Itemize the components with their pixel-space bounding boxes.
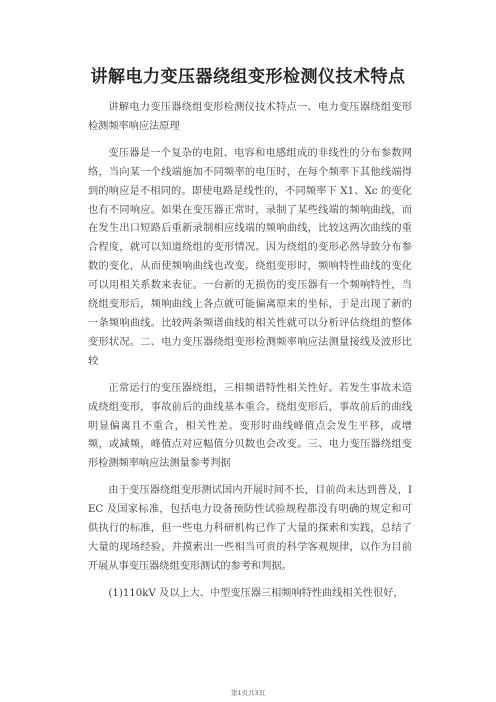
paragraph-principle: 变压器是一个复杂的电阻、电容和电感组成的非线性的分布参数网络，当向某一个线端施加不同频率的电压时，在每个频率下其他线端得到的响应是不相同的。即使电路是线性的，不同频率下 X1、Xc 的变化也有不同响应。如果在变压器正常时，录制了某些线端的频响曲线，而在发生出口短路后重新录制相应线端的频响曲线，比较这两次曲线的重合程度，就可以知道绕组的变形情况。因为绕组的变形必然导致分布参数的变化，从而使频响曲线也改变。绕组变形时，频响特性曲线的变化可以用相关系数来表征。一台新的无损伤的变压器有一个频响特性，当绕组变形后，频响曲线上各点就可能偏离原来的坐标，于是出现了新的一条频响曲线。比较两条频谱曲线的相关性就可以分析评估绕组的整体变形状况。二、电力变压器绕组变形检测频率响应法测量接线及波形比较: [88, 147, 412, 367]
paragraph-criteria: 由于变压器绕组变形测试国内开展时间不长，目前尚未达到普及，IEC 及国家标准，包括电力设备预防性试验规程都没有明确的规定和可供执行的标准，但一些电力科研机构已作了大量的探索和实践，总结了大量的现场经验，并摸索出一些相当可贵的科学客观规律，以作为目前开展从事变压器绕组变形测试的参考和判据。: [88, 485, 412, 572]
document-title: 讲解电力变压器绕组变形检测仪技术特点: [90, 67, 406, 87]
page-footer: 第1页共3页: [230, 689, 266, 697]
paragraph-intro: 讲解电力变压器绕组变形检测仪技术特点一、电力变压器绕组变形检测频率响应法原理: [88, 102, 412, 132]
document-body: [88, 99, 412, 604]
paragraph-waveform: 正常运行的变压器绕组，三相频谱特性相关性好。若发生事故未造成绕组变形，事故前后的曲线基本重合。绕组变形后，事故前后的曲线明显偏离且不重合，相关性差。变形时曲线峰值点会发生平移，或增频，或减频，峰值点对应幅值分贝数也会改变。三、电力变压器绕组变形检测频率响应法测量参考判据: [88, 382, 412, 470]
paragraph-item-1: (1)110kV 及以上大、中型变压器三相频响特性曲线相关性很好，: [108, 587, 404, 599]
